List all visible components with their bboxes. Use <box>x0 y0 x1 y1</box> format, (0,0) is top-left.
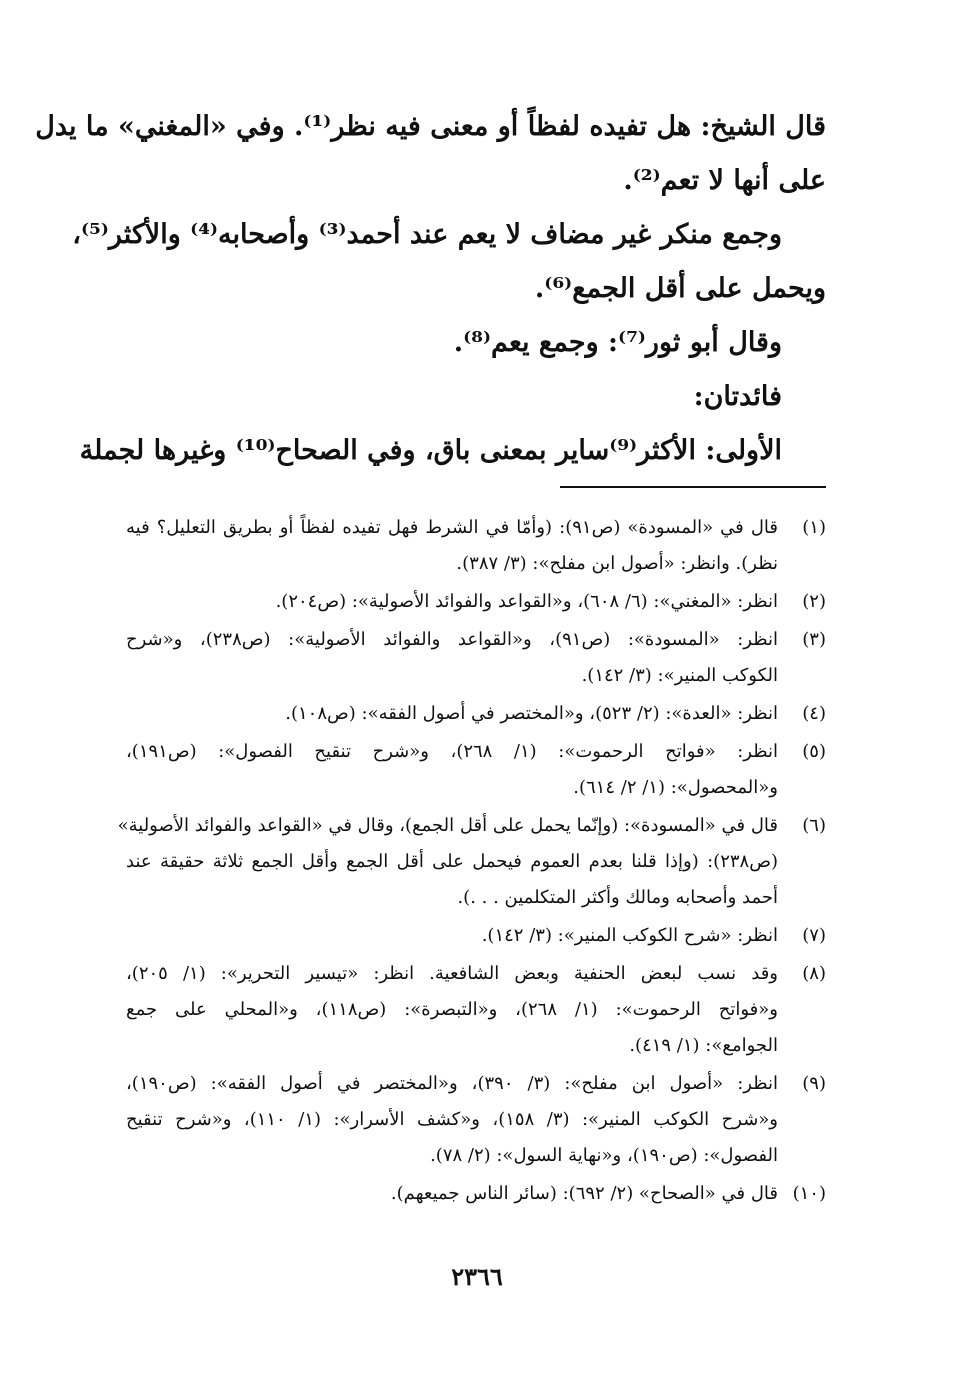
footnote-9 <box>126 1066 826 1174</box>
footnote-line: نظر). وانظر: «أصول ابن مفلح»: (٣/ ٣٨٧). <box>456 553 778 574</box>
footnote-3 <box>126 622 826 694</box>
footnotes <box>117 510 826 1214</box>
main-line: قال الشيخ: هل تفيده لفظاً أو معنى فيه نظر⁽¹⁾. وفي «المغني» ما يدل <box>35 111 826 142</box>
footnote-2 <box>126 584 826 620</box>
footnote-number: (١) <box>802 517 826 538</box>
footnote-4 <box>126 696 826 732</box>
main-line: ويحمل على أقل الجمع⁽⁶⁾. <box>534 273 826 304</box>
footnote-number: (٧) <box>802 925 826 946</box>
footnote-line: الجوامع»: (١/ ٤١٩). <box>629 1035 778 1056</box>
footnote-7 <box>126 918 826 954</box>
footnote-number: (١٠) <box>792 1183 826 1204</box>
footnote-number: (٨) <box>802 963 826 984</box>
footnote-line: (ص٢٣٨): (وإذا قلنا بعدم العموم فيحمل على أقل الجمع وأقل الجمع ثلاثة حقيقة عند <box>126 851 778 872</box>
main-text <box>35 100 826 478</box>
footnote-number: (٤) <box>802 703 826 724</box>
footnote-line: قال في «المسودة»: (وإنّما يحمل على أقل الجمع)، وقال في «القواعد والفوائد الأصولية» <box>117 815 778 836</box>
footnote-1 <box>126 510 826 582</box>
footnote-line: انظر: «المغني»: (٦/ ٦٠٨)، و«القواعد والفوائد الأصولية»: (ص٢٠٤). <box>275 591 778 612</box>
main-line: وجمع منكر غير مضاف لا يعم عند أحمد⁽³⁾ وأصحابه⁽⁴⁾ والأكثر⁽⁵⁾، <box>72 219 782 250</box>
page-number: ٢٣٦٦ <box>451 1262 503 1291</box>
footnote-line: انظر: «العدة»: (٢/ ٥٢٣)، و«المختصر في أصول الفقه»: (ص١٠٨). <box>285 703 778 724</box>
footnote-line: قال في «الصحاح» (٢/ ٦٩٢): (سائر الناس جميعهم). <box>390 1183 778 1204</box>
footnote-number: (٩) <box>802 1073 826 1094</box>
footnote-number: (٢) <box>802 591 826 612</box>
footnote-line: الفصول»: (ص١٩٠)، و«نهاية السول»: (٢/ ٧٨). <box>430 1145 778 1166</box>
footnote-line: الكوكب المنير»: (٣/ ١٤٢). <box>581 665 778 686</box>
footnote-number: (٣) <box>802 629 826 650</box>
footnote-line: و«فواتح الرحموت»: (١/ ٢٦٨)، و«التبصرة»: (ص١١٨)، و«المحلي على جمع <box>126 999 778 1020</box>
footnote-line: انظر: «فواتح الرحموت»: (١/ ٢٦٨)، و«شرح تنقيح الفصول»: (ص١٩١)، <box>126 741 778 762</box>
footnote-5 <box>126 734 826 806</box>
main-line: الأولى: الأكثر⁽⁹⁾ساير بمعنى باق، وفي الصحاح⁽¹⁰⁾ وغيرها لجملة <box>79 435 782 466</box>
main-line: وقال أبو ثور⁽⁷⁾: وجمع يعم⁽⁸⁾. <box>453 327 782 358</box>
main-line: فائدتان: <box>693 381 782 412</box>
main-line: على أنها لا تعم⁽²⁾. <box>623 165 826 196</box>
footnote-line: انظر: «شرح الكوكب المنير»: (٣/ ١٤٢). <box>481 925 778 946</box>
footnote-number: (٥) <box>802 741 826 762</box>
footnote-line: قال في «المسودة» (ص٩١): (وأمّا في الشرط فهل تفيده لفظاً أو بطريق التعليل؟ فيه <box>126 517 778 538</box>
footnote-10 <box>126 1176 826 1212</box>
footnote-line: و«شرح الكوكب المنير»: (٣/ ١٥٨)، و«كشف الأسرار»: (١/ ١١٠)، و«شرح تنقيح <box>126 1109 778 1130</box>
footnote-line: وقد نسب لبعض الحنفية وبعض الشافعية. انظر: «تيسير التحرير»: (١/ ٢٠٥)، <box>126 963 778 984</box>
footnote-line: و«المحصول»: (١/ ٢/ ٦١٤). <box>573 777 778 798</box>
footnote-line: انظر: «أصول ابن مفلح»: (٣/ ٣٩٠)، و«المختصر في أصول الفقه»: (ص١٩٠)، <box>126 1073 778 1094</box>
footnote-8 <box>126 956 826 1064</box>
footnote-line: أحمد وأصحابه ومالك وأكثر المتكلمين . . .). <box>457 887 778 908</box>
footnote-6 <box>117 808 826 916</box>
footnote-divider <box>560 486 826 488</box>
footnote-number: (٦) <box>802 815 826 836</box>
footnote-line: انظر: «المسودة»: (ص٩١)، و«القواعد والفوائد الأصولية»: (ص٢٣٨)، و«شرح <box>126 629 778 650</box>
